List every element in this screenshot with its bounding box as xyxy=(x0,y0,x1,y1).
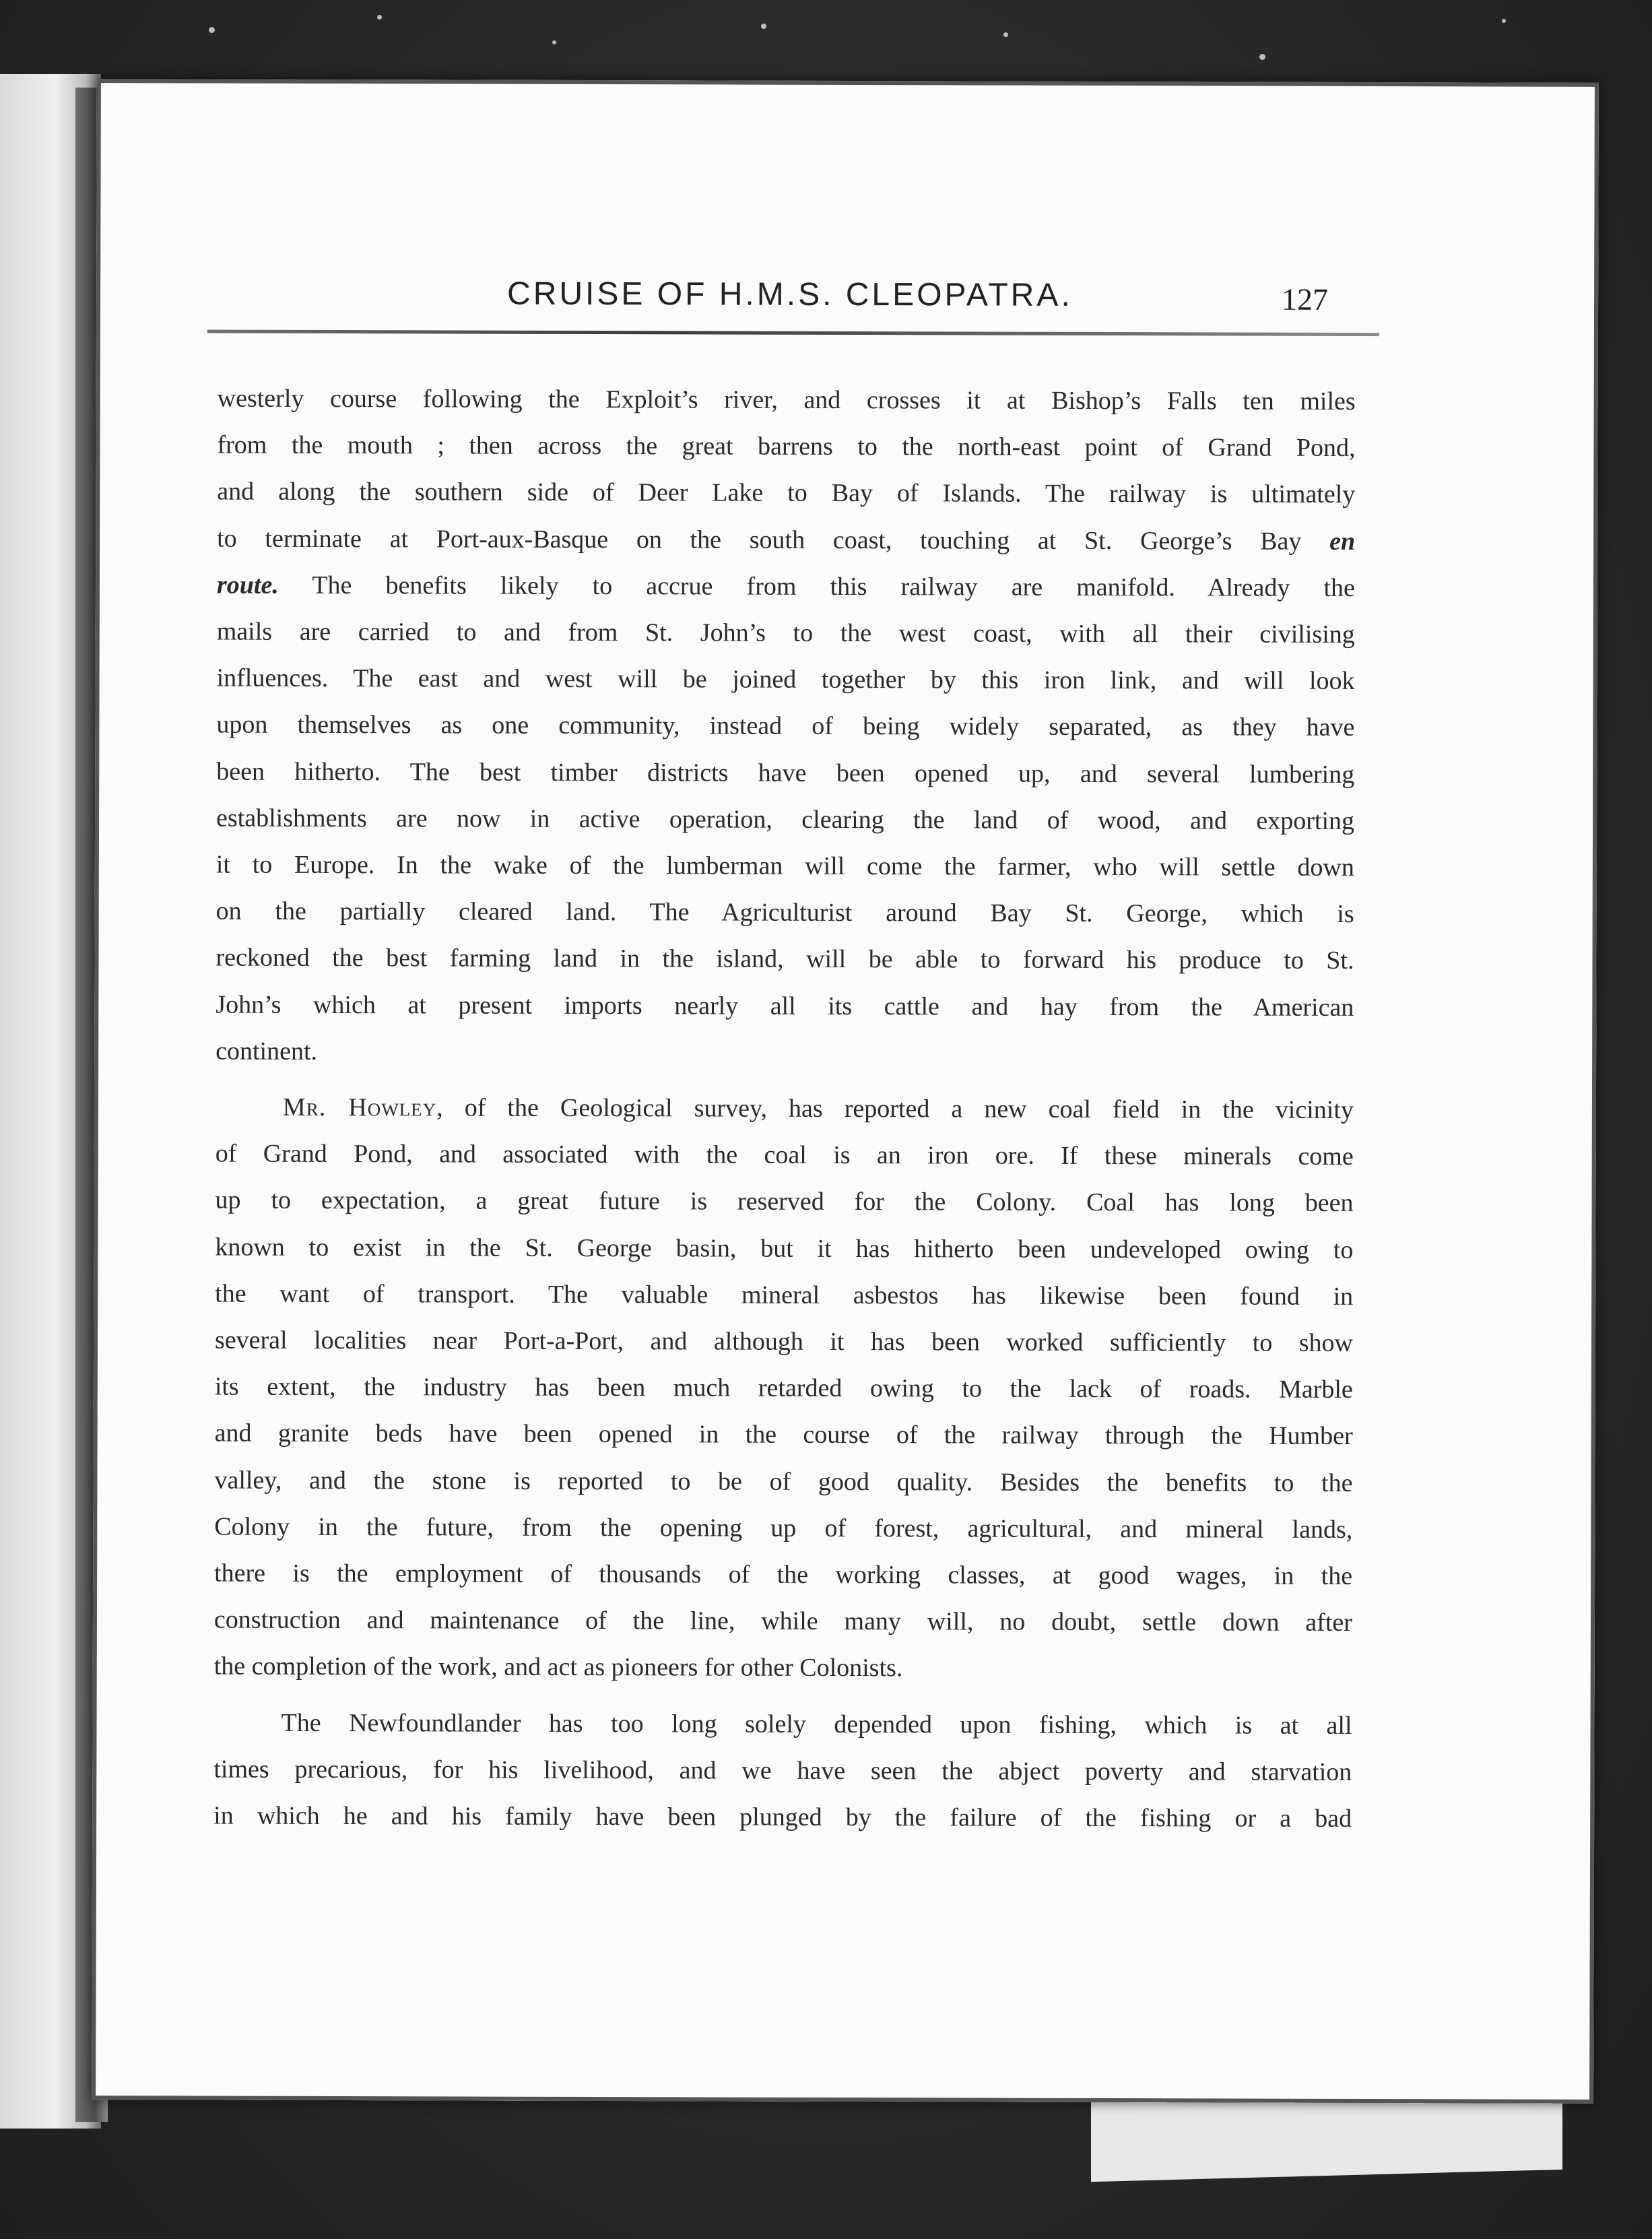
text-line: and along the southern side of Deer Lake to Bay of Islands. The railway is ultimately xyxy=(217,477,1356,509)
dust-speck xyxy=(377,15,382,20)
text-line: construction and maintenance of the line, while many will, no doubt, settle down after xyxy=(213,1605,1352,1637)
text-line xyxy=(217,562,1355,612)
body-text xyxy=(213,376,1356,1843)
book-page xyxy=(92,79,1599,2104)
italic-run: route. xyxy=(216,571,279,599)
text-line: in which he and his family have been plunged by the failure of the fishing or a bad xyxy=(213,1801,1352,1834)
text-line: Colony in the future, from the opening up of forest, agricultural, and mineral lands, xyxy=(214,1512,1353,1544)
dust-speck xyxy=(552,40,556,44)
dust-speck xyxy=(1259,54,1265,60)
paragraph-1 xyxy=(216,376,1356,1078)
text-line: several localities near Port-a-Port, and although it has been worked sufficiently to show xyxy=(214,1326,1354,1358)
surveyor-name: Mr. Howley xyxy=(282,1093,437,1122)
text-run: , of the Geological survey, has reported a new coal field in the vicinity xyxy=(436,1093,1354,1125)
text-line: been hitherto. The best timber districts have been opened up, and several lumbering xyxy=(216,757,1355,789)
text-line: of Grand Pond, and associated with the coal is an iron ore. If these minerals come xyxy=(215,1139,1354,1171)
text-line: reckoned the best farming land in the island, will be able to forward his produce to St. xyxy=(216,943,1354,975)
text-run: The benefits likely to accrue from this railway are manifold. Already the xyxy=(312,571,1356,602)
text-line xyxy=(217,515,1355,565)
text-line xyxy=(216,1084,1354,1134)
text-line: its extent, the industry has been much retarded owing to the lack of roads. Marble xyxy=(214,1372,1353,1404)
text-line: valley, and the stone is reported to be of good quality. Besides the benefits to the xyxy=(214,1466,1353,1497)
text-line: mails are carried to and from St. John’s to the west coast, with all their civilising xyxy=(216,617,1355,649)
text-line: it to Europe. In the wake of the lumberman will come the farmer, who will settle down xyxy=(216,850,1354,882)
text-line: The Newfoundlander has too long solely depended upon fishing, which is at all xyxy=(281,1708,1352,1740)
running-head xyxy=(96,274,1598,332)
text-line: upon themselves as one community, instead of being widely separated, as they have xyxy=(216,710,1355,742)
text-line: times precarious, for his livelihood, and we have seen the abject poverty and starvation xyxy=(213,1755,1352,1786)
text-line: continent. xyxy=(216,1037,318,1066)
page-content xyxy=(92,79,1599,2104)
dust-speck xyxy=(1003,32,1008,37)
text-line: establishments are now in active operation, clearing the land of wood, and exporting xyxy=(216,804,1355,835)
paragraph-3 xyxy=(213,1699,1352,1842)
text-line: on the partially cleared land. The Agriculturist around Bay St. George, which is xyxy=(216,897,1354,929)
text-line: westerly course following the Exploit’s river, and crosses it at Bishop’s Falls ten miles xyxy=(217,384,1356,416)
text-line: from the mouth ; then across the great barrens to the north-east point of Grand Pond, xyxy=(217,430,1356,463)
text-line: and granite beds have been opened in the course of the railway through the Humber xyxy=(214,1419,1353,1451)
running-title: CRUISE OF H.M.S. CLEOPATRA. xyxy=(507,275,1073,313)
text-line: there is the employment of thousands of the working classes, at good wages, in the xyxy=(214,1559,1353,1591)
page-number: 127 xyxy=(1282,282,1329,317)
text-line: the completion of the work, and act as pioneers for other Colonists. xyxy=(213,1652,903,1683)
italic-run: en xyxy=(1329,527,1356,556)
text-run: to terminate at Port-aux-Basque on the south coast, touching at St. George’s Bay xyxy=(217,524,1302,556)
dust-speck xyxy=(209,27,215,33)
text-line: the want of transport. The valuable mineral asbestos has likewise been found in xyxy=(215,1279,1354,1311)
text-line: influences. The east and west will be joined together by this iron link, and will look xyxy=(216,663,1355,696)
dust-speck xyxy=(761,24,766,29)
text-line: up to expectation, a great future is reserved for the Colony. Coal has long been xyxy=(215,1186,1354,1218)
paragraph-2 xyxy=(214,1084,1354,1693)
text-line: John’s which at present imports nearly all its cattle and hay from the American xyxy=(216,990,1354,1022)
text-line: known to exist in the St. George basin, but it has hitherto been undeveloped owing to xyxy=(215,1233,1354,1264)
dust-speck xyxy=(1502,19,1506,23)
